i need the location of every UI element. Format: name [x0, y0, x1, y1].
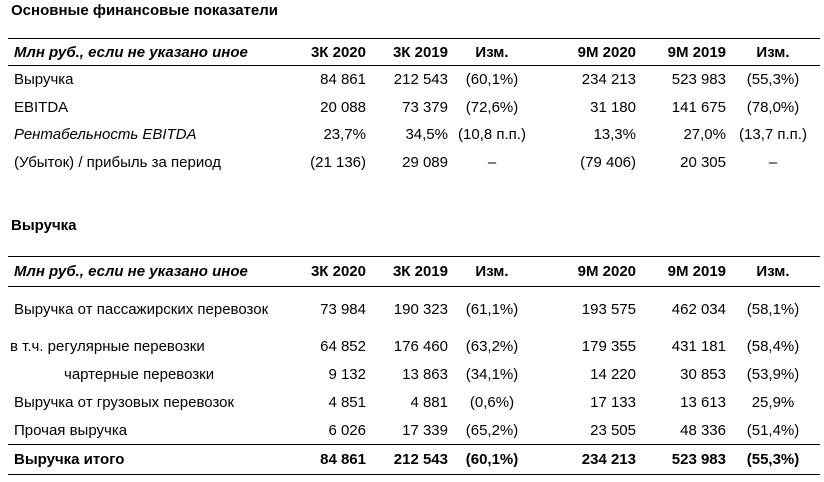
column-header-3q2019: 3К 2019 [392, 43, 448, 61]
cell-value: 462 034 [671, 301, 726, 319]
cell-change: (58,1%) [746, 301, 800, 319]
cell-value: 212 543 [393, 451, 448, 468]
cell-value: 13,3% [593, 126, 636, 143]
column-header-3q2019: 3К 2019 [392, 263, 448, 280]
cell-value: 13 613 [680, 394, 726, 411]
row-label: Выручка [14, 71, 74, 89]
table-row [8, 389, 820, 417]
row-label: Рентабельность EBITDA [14, 126, 197, 143]
column-header-9m2019: 9М 2019 [667, 263, 726, 280]
row-label: Выручка от пассажирских перевозок [14, 300, 269, 318]
cell-value: 523 983 [671, 71, 726, 89]
cell-value: 523 983 [671, 451, 726, 468]
cell-value: 73 379 [402, 98, 448, 116]
cell-change: (58,4%) [746, 338, 800, 355]
cell-value: 48 336 [680, 421, 726, 439]
table-row [8, 66, 820, 94]
cell-value: (79 406) [580, 153, 636, 171]
cell-value: 23 505 [590, 421, 636, 439]
table-header-row [8, 257, 820, 287]
revenue-table [8, 256, 820, 475]
cell-value: 20 088 [320, 98, 366, 116]
cell-change: (55,3%) [746, 451, 800, 468]
cell-value: 31 180 [590, 98, 636, 116]
column-header-units: Млн руб., если не указано иное [14, 263, 248, 280]
cell-change: (55,3%) [746, 71, 800, 89]
cell-value: 34,5% [405, 126, 448, 143]
cell-value: 23,7% [323, 126, 366, 143]
column-header-units: Млн руб., если не указано иное [14, 43, 248, 61]
column-header-change-9m: Изм. [756, 43, 790, 61]
cell-value: 13 863 [402, 366, 448, 383]
cell-value: (21 136) [310, 153, 366, 171]
row-label: чартерные перевозки [64, 366, 215, 383]
cell-value: 14 220 [590, 366, 636, 383]
cell-change: (72,6%) [465, 98, 519, 116]
cell-value: 17 339 [402, 421, 448, 439]
row-label: Выручка от грузовых перевозок [14, 394, 235, 411]
cell-value: 27,0% [683, 126, 726, 143]
cell-change: – [487, 153, 497, 171]
table-header-row [8, 39, 820, 66]
cell-value: 212 543 [393, 71, 448, 89]
cell-change: (60,1%) [465, 451, 519, 468]
column-header-9m2019: 9М 2019 [667, 43, 726, 61]
row-label: в т.ч. регулярные перевозки [10, 338, 205, 355]
cell-change: 25,9% [751, 394, 795, 411]
row-label: (Убыток) / прибыль за период [14, 153, 221, 171]
cell-value: 29 089 [402, 153, 448, 171]
table-row [8, 333, 820, 361]
table-row [8, 361, 820, 389]
cell-value: 30 853 [680, 366, 726, 383]
cell-change: (13,7 п.п.) [739, 126, 807, 143]
section-title-revenue: Выручка [11, 217, 77, 234]
cell-change: (34,1%) [465, 366, 519, 383]
cell-value: 179 355 [581, 338, 636, 355]
column-header-3q2020: 3К 2020 [310, 43, 366, 61]
cell-change: (65,2%) [465, 421, 519, 439]
row-label: Прочая выручка [14, 421, 128, 439]
cell-value: 193 575 [581, 301, 636, 319]
cell-value: 9 132 [328, 366, 366, 383]
cell-value: 176 460 [393, 338, 448, 355]
cell-value: 141 675 [671, 98, 726, 116]
row-label: Выручка итого [14, 451, 125, 468]
cell-value: 190 323 [393, 301, 448, 319]
table-row [8, 149, 820, 176]
column-header-change-q: Изм. [475, 43, 509, 61]
cell-value: 6 026 [328, 421, 366, 439]
cell-value: 84 861 [320, 451, 366, 468]
cell-change: (60,1%) [465, 71, 519, 89]
row-label: EBITDA [14, 98, 69, 116]
cell-value: 4 881 [410, 394, 448, 411]
cell-value: 234 213 [581, 71, 636, 89]
cell-value: 20 305 [680, 153, 726, 171]
cell-value: 431 181 [671, 338, 726, 355]
cell-change: (51,4%) [746, 421, 800, 439]
total-row [8, 445, 820, 475]
financials-table [8, 38, 820, 176]
column-header-3q2020: 3К 2020 [310, 263, 366, 280]
cell-value: 73 984 [320, 301, 366, 319]
cell-change: (53,9%) [746, 366, 800, 383]
cell-change: (78,0%) [746, 98, 800, 116]
cell-change: – [768, 153, 778, 171]
column-header-9m2020: 9М 2020 [577, 263, 636, 280]
section-title-financials: Основные финансовые показатели [11, 2, 278, 19]
cell-value: 84 861 [320, 71, 366, 89]
table-row [8, 417, 820, 445]
cell-value: 234 213 [581, 451, 636, 468]
cell-change: (0,6%) [469, 394, 515, 411]
column-header-change-q: Изм. [475, 263, 509, 280]
cell-change: (10,8 п.п.) [458, 126, 526, 143]
cell-change: (63,2%) [465, 338, 519, 355]
column-header-9m2020: 9М 2020 [577, 43, 636, 61]
table-row [8, 121, 820, 149]
cell-value: 17 133 [590, 394, 636, 411]
table-row [8, 287, 820, 333]
table-row [8, 94, 820, 121]
cell-value: 64 852 [320, 338, 366, 355]
column-header-change-9m: Изм. [756, 263, 790, 280]
cell-change: (61,1%) [465, 301, 519, 319]
cell-value: 4 851 [328, 394, 366, 411]
